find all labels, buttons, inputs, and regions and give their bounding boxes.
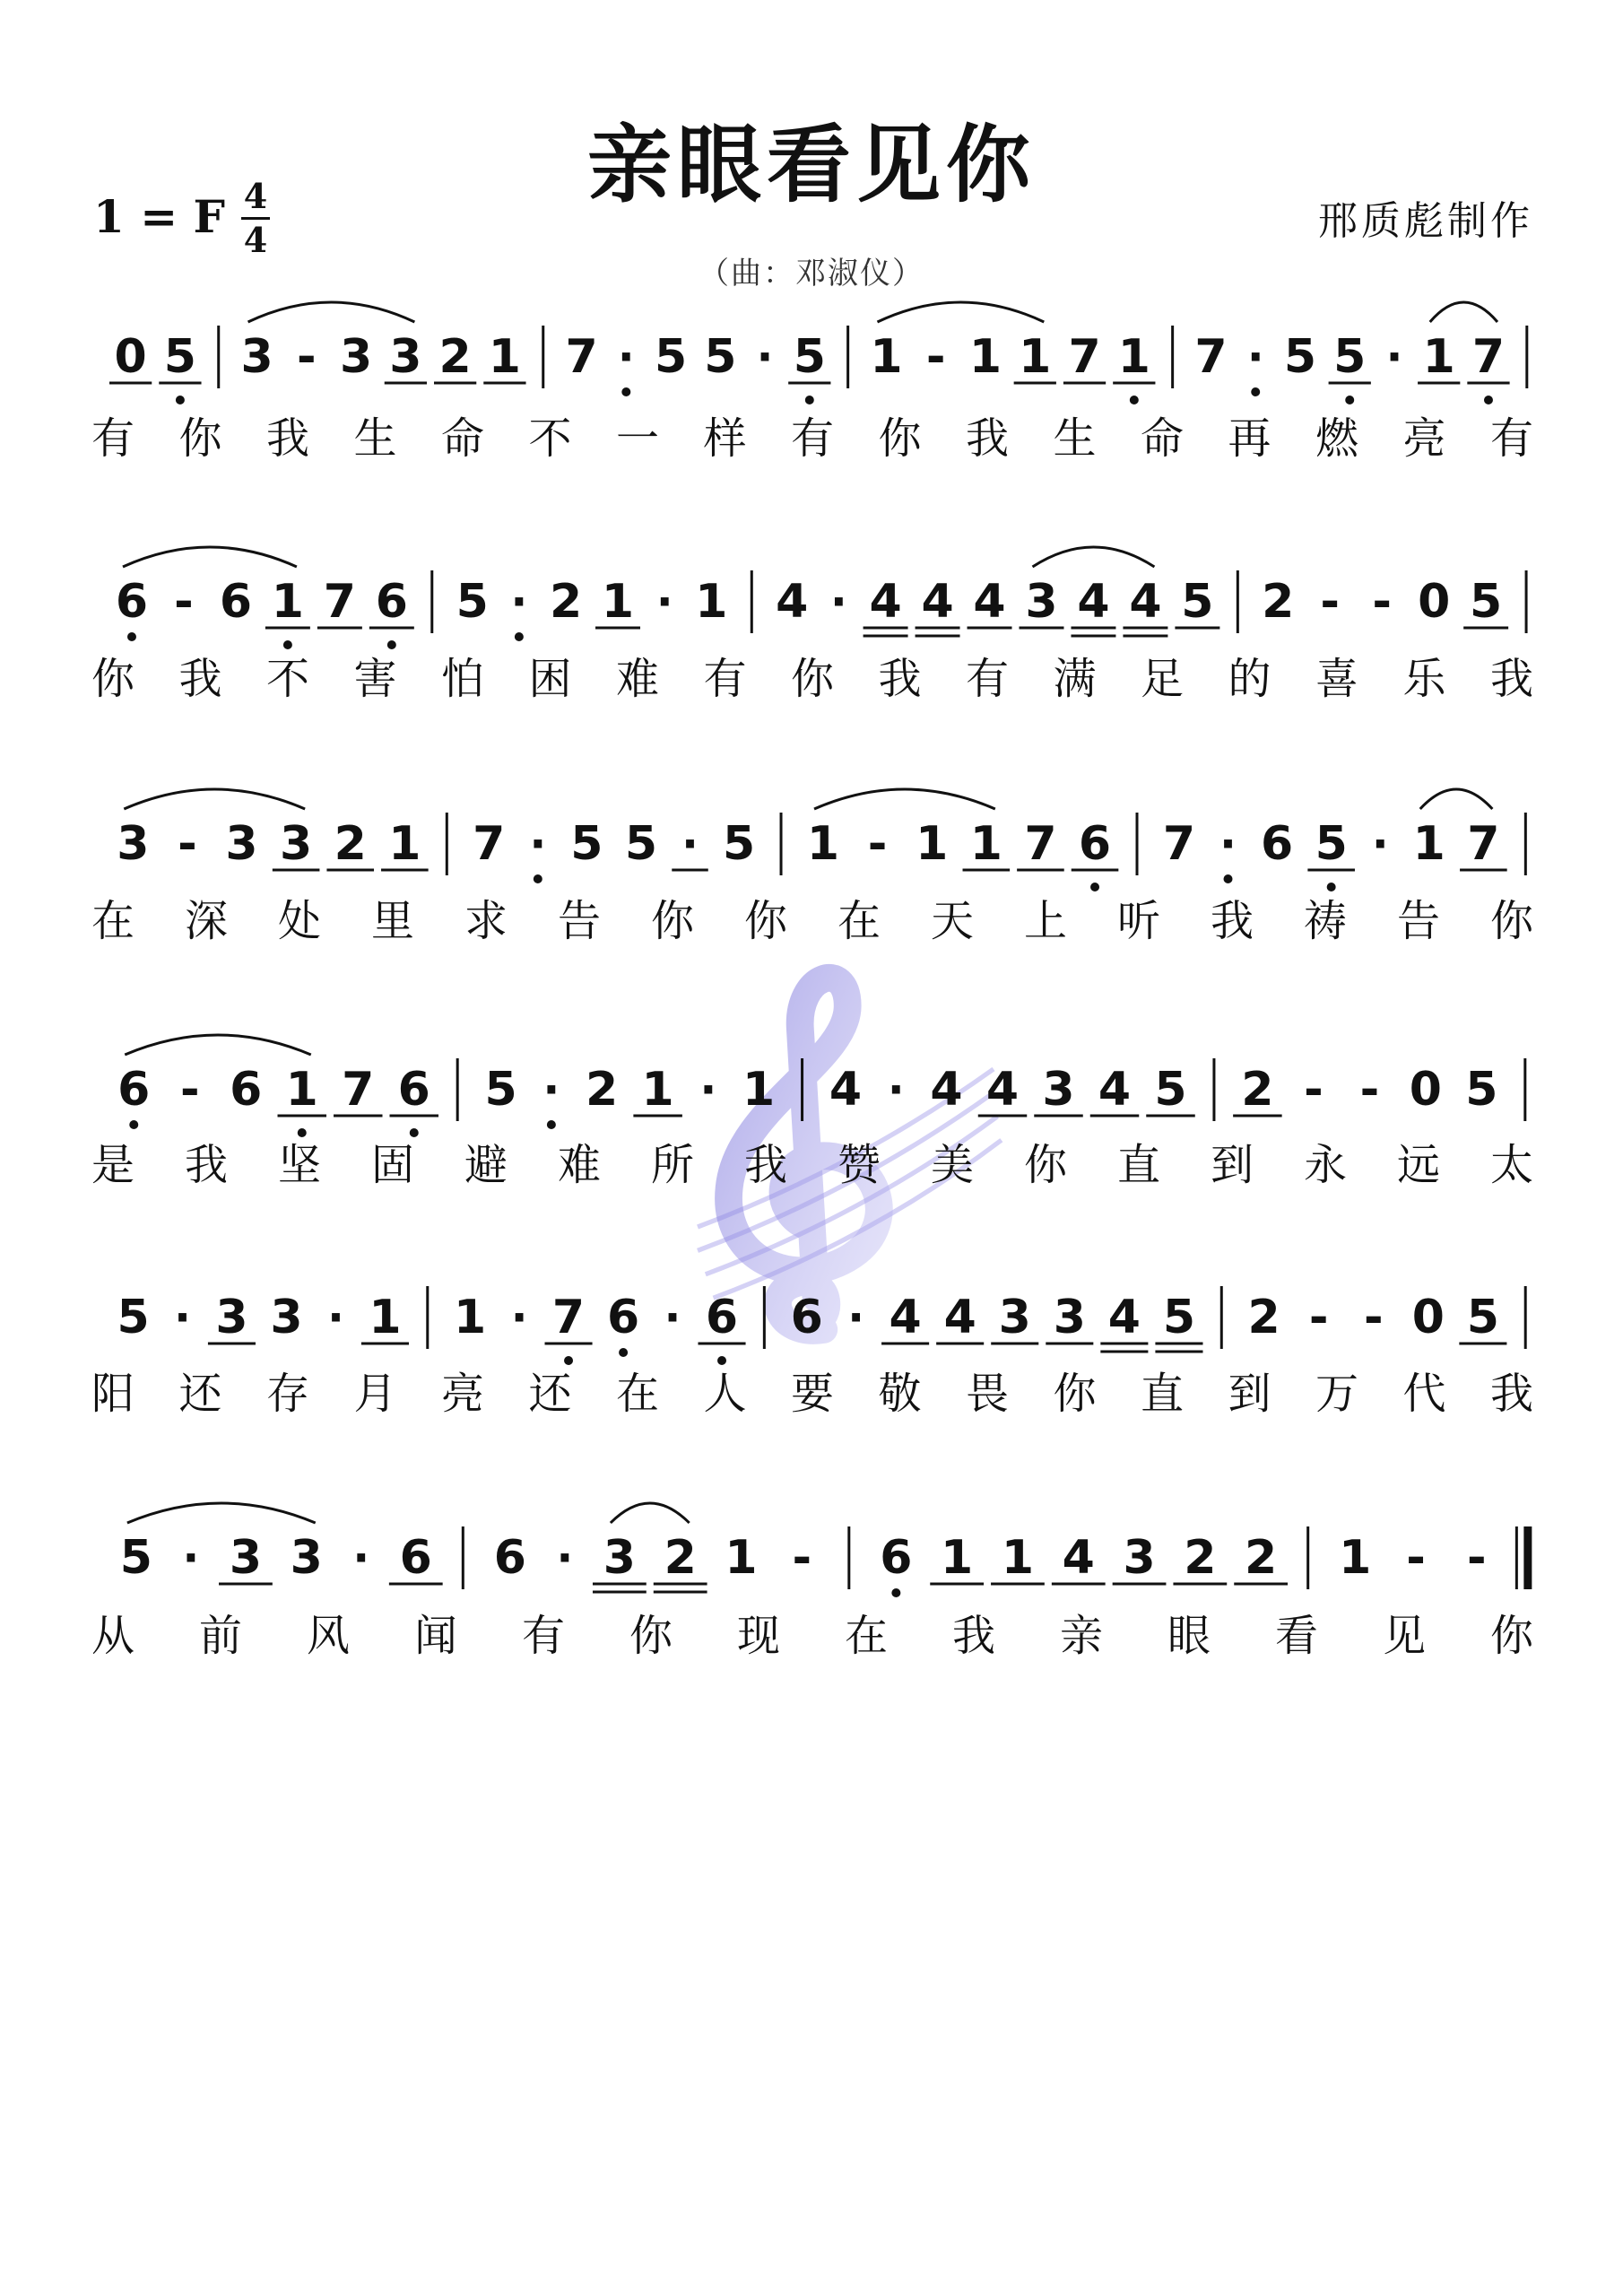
- lyric-char: 我: [952, 1611, 996, 1661]
- note: 1: [454, 1291, 487, 1344]
- lyric-char: 到: [1228, 1369, 1271, 1419]
- lyric-char: 固: [371, 1140, 415, 1190]
- dash-mark: -: [1406, 1531, 1426, 1585]
- note: 1: [1412, 817, 1445, 871]
- dot-mark: ·: [510, 1292, 528, 1344]
- note: 6: [397, 1063, 430, 1117]
- note: 7: [1068, 330, 1101, 384]
- lyric-char: 所: [651, 1140, 695, 1190]
- note: 2: [1245, 1531, 1278, 1585]
- lyric-char: 畏: [966, 1369, 1010, 1419]
- lyric-char: 人: [703, 1369, 747, 1419]
- slur: [814, 789, 995, 809]
- lyric-char: 有: [522, 1611, 566, 1661]
- dot-mark: ·: [352, 1532, 370, 1584]
- dot-mark: ·: [556, 1532, 574, 1584]
- lyric-char: 闻: [414, 1611, 458, 1661]
- note: 6: [790, 1291, 823, 1344]
- lyric-char: 永: [1304, 1140, 1348, 1190]
- lyric-char: 我: [178, 654, 222, 704]
- note: 2: [438, 330, 472, 384]
- lyric-char: 求: [464, 896, 508, 946]
- dash-mark: -: [179, 1063, 200, 1117]
- lyric-char: 直: [1117, 1140, 1161, 1190]
- note: 4: [985, 1063, 1020, 1117]
- note: 5: [1315, 817, 1348, 871]
- lyric-char: 我: [1490, 1369, 1534, 1419]
- dash-mark: -: [1363, 1291, 1384, 1344]
- lyric-char: 看: [1275, 1611, 1319, 1661]
- note: 1: [968, 330, 1002, 384]
- note: 2: [664, 1531, 697, 1585]
- key-signature: 1 = F: [93, 190, 225, 243]
- note: 5: [1181, 575, 1214, 629]
- dash-mark: -: [1372, 575, 1392, 629]
- lyric-char: 命: [1141, 413, 1185, 464]
- note: 3: [225, 817, 258, 871]
- lyric-char: 有: [791, 413, 835, 464]
- note: 3: [998, 1291, 1031, 1344]
- final-barline: [1516, 1526, 1532, 1589]
- dot-mark: ·: [1219, 818, 1237, 870]
- dot-mark: ·: [681, 818, 699, 870]
- maker-credit: 邢质彪制作: [1318, 198, 1533, 244]
- lyric-line: [0, 1359, 1623, 1419]
- dash-mark: -: [925, 330, 946, 384]
- note: 7: [565, 330, 598, 384]
- note: 5: [456, 575, 489, 629]
- note: 4: [829, 1063, 863, 1117]
- note: 5: [722, 817, 756, 871]
- lyric-char: 阳: [91, 1369, 135, 1419]
- dot-mark: ·: [326, 1292, 344, 1344]
- note: 4: [930, 1063, 963, 1117]
- dash-mark: -: [174, 575, 194, 629]
- lyric-char: 亮: [1402, 413, 1446, 464]
- slur: [877, 302, 1044, 322]
- lyric-char: 喜: [1315, 654, 1359, 704]
- lyric-char: 坚: [278, 1140, 322, 1190]
- dot-mark: ·: [1246, 331, 1264, 383]
- lyric-char: 满: [1053, 654, 1097, 704]
- dot-mark: ·: [699, 1064, 717, 1116]
- note: 3: [117, 817, 150, 871]
- dot-mark: ·: [655, 576, 673, 628]
- lyric-char: 我: [266, 413, 310, 464]
- note: 7: [1162, 817, 1196, 871]
- note: 6: [219, 575, 253, 629]
- note: 5: [570, 817, 603, 871]
- note: 5: [1333, 330, 1367, 384]
- lyric-char: 难: [558, 1140, 602, 1190]
- note: 3: [340, 330, 373, 384]
- note: 7: [1024, 817, 1057, 871]
- note: 3: [270, 1291, 303, 1344]
- lyric-char: 我: [878, 654, 922, 704]
- note: 1: [271, 575, 304, 629]
- note: 5: [704, 330, 737, 384]
- dash-mark: -: [178, 817, 197, 871]
- note: 5: [793, 330, 826, 384]
- note: 1: [806, 817, 840, 871]
- note: 6: [230, 1063, 263, 1117]
- lyric-char: 在: [91, 896, 135, 946]
- lyric-char: 我: [744, 1140, 788, 1190]
- note: 1: [369, 1291, 402, 1344]
- note: 4: [1107, 1291, 1141, 1344]
- note: 1: [1117, 330, 1150, 384]
- note: 2: [1241, 1063, 1274, 1117]
- note: 4: [776, 575, 809, 629]
- note: 1: [601, 575, 635, 629]
- slur: [1032, 547, 1154, 567]
- note: 2: [586, 1063, 619, 1117]
- note: 5: [1283, 330, 1317, 384]
- note: 6: [1078, 817, 1112, 871]
- note: 6: [115, 575, 149, 629]
- note: 3: [1042, 1063, 1075, 1117]
- lyric-char: 美: [931, 1140, 975, 1190]
- dot-mark: ·: [664, 1292, 681, 1344]
- note: 2: [1262, 575, 1295, 629]
- lyric-line: [0, 1601, 1623, 1661]
- dot-mark: ·: [617, 331, 635, 383]
- lyric-char: 怕: [441, 654, 485, 704]
- note: 5: [1465, 1063, 1498, 1117]
- note: 7: [1194, 330, 1228, 384]
- slur: [248, 302, 415, 322]
- note: 1: [388, 817, 421, 871]
- note: 5: [1162, 1291, 1196, 1344]
- note: 1: [1422, 330, 1455, 384]
- note: 6: [880, 1531, 913, 1585]
- lyric-char: 到: [1211, 1140, 1254, 1190]
- dot-mark: ·: [1371, 818, 1389, 870]
- dash-mark: -: [867, 817, 888, 871]
- slur: [1420, 789, 1493, 809]
- note: 4: [973, 575, 1006, 629]
- lyric-char: 我: [966, 413, 1010, 464]
- lyric-char: 敬: [878, 1369, 922, 1419]
- note: 1: [969, 817, 1002, 871]
- note: 3: [280, 817, 313, 871]
- lyric-char: 听: [1117, 896, 1161, 946]
- note: 4: [1077, 575, 1110, 629]
- lyric-char: 我: [185, 1140, 229, 1190]
- lyric-char: 你: [629, 1611, 673, 1661]
- dot-mark: ·: [182, 1532, 200, 1584]
- lyric-char: 你: [744, 896, 788, 946]
- note: 4: [1062, 1531, 1095, 1585]
- note: 1: [641, 1063, 674, 1117]
- lyric-char: 你: [791, 654, 835, 704]
- lyric-char: 代: [1402, 1369, 1446, 1419]
- note: 7: [323, 575, 356, 629]
- lyric-char: 风: [307, 1611, 351, 1661]
- lyric-char: 远: [1397, 1140, 1441, 1190]
- lyric-char: 赞: [838, 1140, 881, 1190]
- note: 1: [285, 1063, 318, 1117]
- lyric-char: 深: [185, 896, 229, 946]
- note: 2: [334, 817, 367, 871]
- note: 6: [399, 1531, 432, 1585]
- dot-mark: ·: [529, 818, 547, 870]
- lyric-char: 有: [91, 413, 135, 464]
- lyric-char: 月: [353, 1369, 397, 1419]
- slur: [1430, 302, 1497, 322]
- dot-mark: ·: [510, 576, 528, 628]
- note: 2: [1247, 1291, 1280, 1344]
- note: 1: [870, 330, 903, 384]
- note: 3: [240, 330, 273, 384]
- slur: [123, 547, 297, 567]
- note: 3: [1053, 1291, 1086, 1344]
- lyric-char: 从: [91, 1611, 135, 1661]
- lyric-char: 你: [1490, 1611, 1534, 1661]
- dot-mark: ·: [1385, 331, 1403, 383]
- note: 3: [603, 1531, 636, 1585]
- lyric-line: [0, 404, 1623, 464]
- dash-mark: -: [792, 1531, 812, 1585]
- lyric-char: 万: [1315, 1369, 1359, 1419]
- note: 3: [389, 330, 422, 384]
- note: 6: [117, 1063, 151, 1117]
- lyric-char: 告: [1397, 896, 1441, 946]
- note: 1: [695, 575, 728, 629]
- lyric-char: 是: [91, 1140, 135, 1190]
- lyric-line: [0, 1130, 1623, 1190]
- slur: [611, 1503, 690, 1523]
- note: 0: [114, 330, 147, 384]
- note: 1: [1019, 330, 1052, 384]
- note: 7: [1471, 330, 1506, 384]
- note: 5: [484, 1063, 517, 1117]
- lyric-char: 直: [1141, 1369, 1185, 1419]
- dash-mark: -: [297, 330, 317, 384]
- lyric-char: 不: [528, 413, 572, 464]
- note: 1: [725, 1531, 758, 1585]
- lyric-char: 你: [651, 896, 695, 946]
- time-signature-bottom: 4: [243, 220, 268, 260]
- composer-credit: （曲：邓淑仪）: [699, 256, 924, 291]
- lyric-char: 现: [737, 1611, 781, 1661]
- slur: [125, 1035, 311, 1055]
- lyric-char: 足: [1141, 654, 1185, 704]
- dot-mark: ·: [829, 576, 847, 628]
- note: 2: [549, 575, 583, 629]
- note: 3: [1025, 575, 1058, 629]
- lyric-char: 生: [1053, 413, 1097, 464]
- lyric-char: 在: [616, 1369, 660, 1419]
- dot-mark: ·: [887, 1064, 905, 1116]
- lyric-char: 害: [353, 654, 397, 704]
- lyric-char: 生: [353, 413, 397, 464]
- dash-mark: -: [1320, 575, 1341, 629]
- note: 1: [742, 1063, 776, 1117]
- note: 6: [1260, 817, 1294, 871]
- note: 5: [624, 817, 658, 871]
- dot-mark: ·: [542, 1064, 560, 1116]
- song-title: 亲眼看见你: [586, 116, 1036, 214]
- note: 5: [1466, 1291, 1499, 1344]
- note: 4: [1098, 1063, 1132, 1117]
- lyric-char: 不: [266, 654, 310, 704]
- note: 4: [921, 575, 954, 629]
- lyric-char: 你: [1024, 1140, 1068, 1190]
- lyric-char: 上: [1024, 896, 1068, 946]
- note: 4: [1129, 575, 1162, 629]
- note: 6: [607, 1291, 640, 1344]
- lyric-char: 前: [199, 1611, 243, 1661]
- dot-mark: ·: [847, 1292, 865, 1344]
- note: 0: [1411, 1291, 1445, 1344]
- lyric-char: 祷: [1304, 896, 1348, 946]
- dash-mark: -: [1304, 1063, 1324, 1117]
- note: 3: [290, 1531, 323, 1585]
- dot-mark: ·: [756, 331, 774, 383]
- lyric-char: 处: [278, 896, 322, 946]
- note: 6: [493, 1531, 526, 1585]
- note: 1: [916, 817, 949, 871]
- note: 7: [342, 1063, 375, 1117]
- note: 5: [654, 330, 688, 384]
- lyric-char: 你: [178, 413, 222, 464]
- dot-mark: ·: [173, 1292, 191, 1344]
- lyric-char: 样: [703, 413, 747, 464]
- note: 5: [1470, 575, 1503, 629]
- note: 7: [473, 817, 506, 871]
- note: 3: [1123, 1531, 1156, 1585]
- note: 3: [215, 1291, 248, 1344]
- lyric-char: 一: [616, 413, 660, 464]
- lyric-char: 我: [1490, 654, 1534, 704]
- lyric-char: 太: [1490, 1140, 1534, 1190]
- slur: [127, 1503, 316, 1523]
- lyric-char: 乐: [1402, 654, 1446, 704]
- lyric-char: 还: [178, 1369, 222, 1419]
- lyric-char: 见: [1383, 1611, 1427, 1661]
- lyric-char: 有: [703, 654, 747, 704]
- lyric-line: [0, 886, 1623, 946]
- note: 4: [943, 1291, 976, 1344]
- lyric-char: 亲: [1060, 1611, 1104, 1661]
- lyric-char: 你: [1490, 896, 1534, 946]
- note: 7: [1467, 817, 1500, 871]
- lyric-char: 天: [931, 896, 975, 946]
- lyric-char: 你: [91, 654, 135, 704]
- lyric-char: 命: [441, 413, 485, 464]
- note: 0: [1418, 575, 1451, 629]
- lyric-char: 困: [528, 654, 572, 704]
- lyric-char: 我: [1211, 896, 1254, 946]
- lyric-char: 亮: [441, 1369, 485, 1419]
- note: 3: [229, 1531, 263, 1585]
- lyric-char: 还: [528, 1369, 572, 1419]
- lyric-char: 眼: [1167, 1611, 1211, 1661]
- note: 1: [941, 1531, 974, 1585]
- lyric-char: 你: [878, 413, 922, 464]
- note: 1: [488, 330, 521, 384]
- dash-mark: -: [1308, 1291, 1329, 1344]
- lyric-char: 的: [1228, 654, 1271, 704]
- note: 0: [1409, 1063, 1442, 1117]
- lyric-char: 存: [266, 1369, 310, 1419]
- note: 6: [705, 1291, 739, 1344]
- slur: [124, 789, 305, 809]
- time-signature-top: 4: [243, 176, 268, 216]
- lyric-char: 有: [966, 654, 1010, 704]
- lyric-line: [0, 644, 1623, 704]
- note: 7: [551, 1291, 586, 1344]
- note: 1: [1001, 1531, 1035, 1585]
- lyric-char: 要: [791, 1369, 835, 1419]
- note: 1: [1339, 1531, 1372, 1585]
- note: 5: [117, 1291, 150, 1344]
- note: 5: [163, 330, 196, 384]
- note: 4: [889, 1291, 922, 1344]
- lyric-char: 避: [464, 1140, 508, 1190]
- lyric-char: 燃: [1315, 413, 1359, 464]
- note: 2: [1184, 1531, 1217, 1585]
- note: 6: [375, 575, 408, 629]
- note: 5: [1154, 1063, 1187, 1117]
- lyric-char: 在: [845, 1611, 889, 1661]
- lyric-char: 有: [1490, 413, 1534, 464]
- note: 4: [869, 575, 902, 629]
- note: 5: [119, 1531, 152, 1585]
- lyric-char: 你: [1053, 1369, 1097, 1419]
- lyric-char: 告: [558, 896, 602, 946]
- dash-mark: -: [1359, 1063, 1380, 1117]
- lyric-char: 再: [1228, 413, 1271, 464]
- lyric-char: 里: [371, 896, 415, 946]
- dash-mark: -: [1467, 1531, 1487, 1585]
- lyric-char: 难: [616, 654, 660, 704]
- lyric-char: 在: [838, 896, 881, 946]
